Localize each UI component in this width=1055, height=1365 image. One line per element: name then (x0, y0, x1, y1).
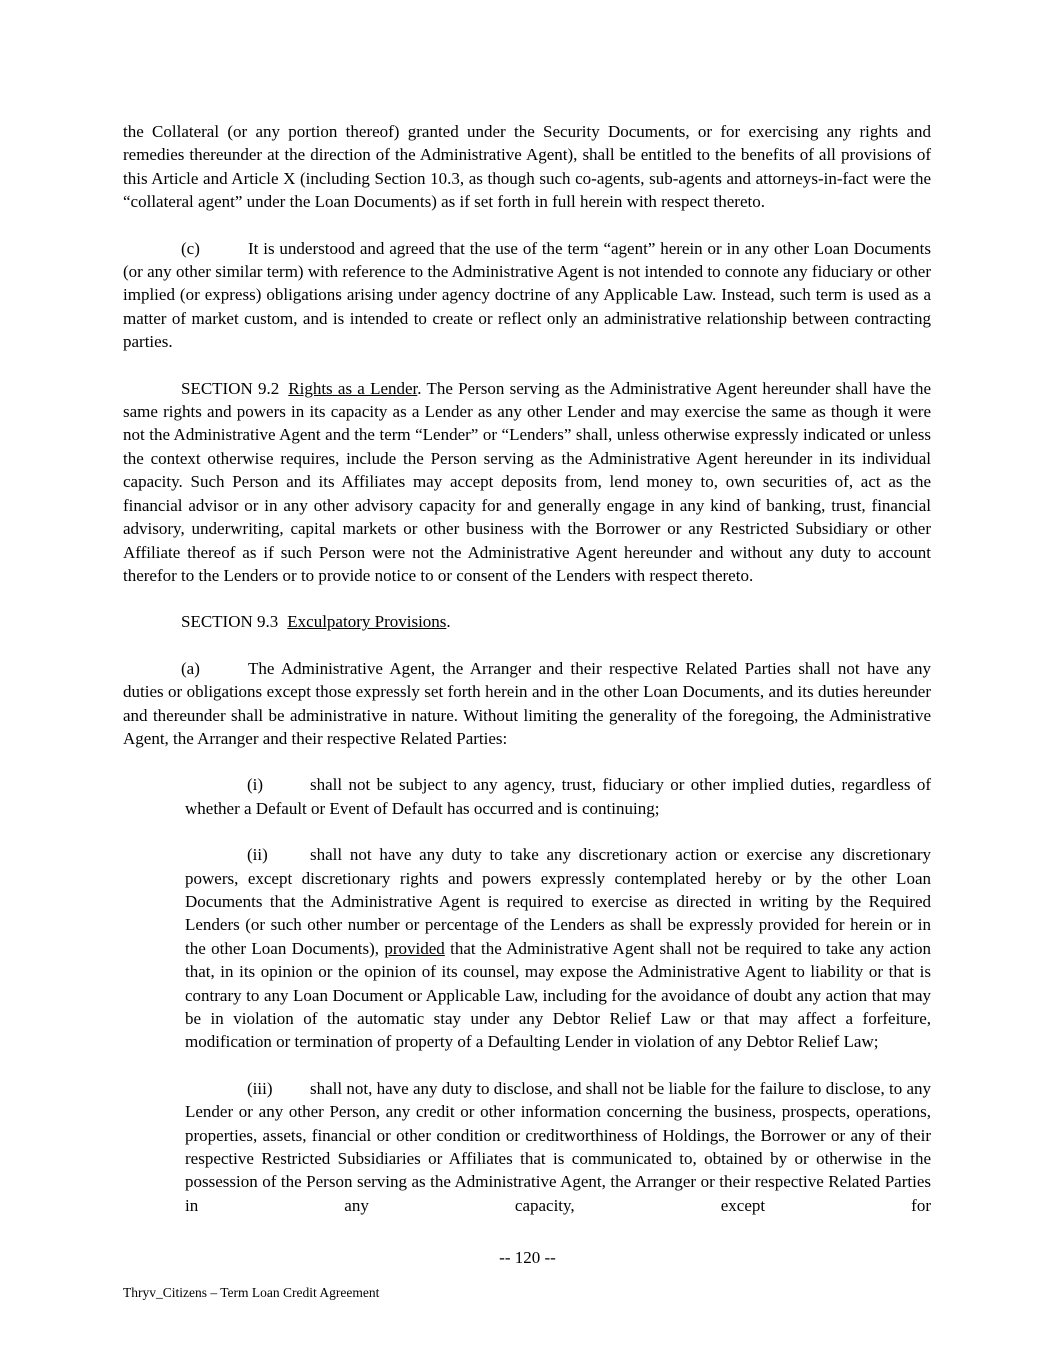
clause-ii-label: (ii) (247, 845, 268, 865)
paragraph-c-text: It is understood and agreed that the use of the term “agent” herein or in any other Loan Documents (or any other similar term) with reference to the Administrative Agent is not intended to connote any fiduciary or other implied (or express) obligations arising under agency doctrine of any Applicable Law. Instead, such term is used as a matter of market custom, and is intended to create or reflect only an administrative relationship between contracting parties. (123, 238, 931, 352)
paragraph-continuation (123, 120, 931, 214)
section-9-2-paragraph (123, 377, 931, 588)
clause-i (185, 773, 931, 820)
section-9-3-paragraph (123, 610, 931, 633)
clause-i-text: shall not be subject to any agency, trust, fiduciary or other implied duties, regardless of whether a Default or Event of Default has occurred and is continuing; (185, 775, 931, 818)
section-9-2-text: . The Person serving as the Administrative Agent hereunder shall have the same rights and powers in its capacity as a Lender as any other Lender and may exercise the same as though it were not the Administrative Agent and the term “Lender” or “Lenders” shall, unless otherwise expressly indicated or unless the context otherwise requires, include the Person serving as the Administrative Agent hereunder in its individual capacity. Such Person and its Affiliates may accept deposits from, lend money to, own securities of, act as the financial advisor or in any other advisory capacity for and generally engage in any kind of banking, trust, financial advisory, underwriting, capital markets or other business with the Borrower or any Restricted Subsidiary or other Affiliate thereof as if such Person were not the Administrative Agent hereunder and without any duty to account therefor to the Lenders or to provide notice to or consent of the Lenders with respect thereto. (123, 378, 932, 585)
clause-ii-text-before: shall not have any duty to take any discretionary action or exercise any discretionary powers, except discretionary rights and powers expressly contemplated hereby or by the other Loan Documents that the Administrative Agent is required to exercise as directed in writing by the Required Lenders (or such other number or percentage of the Lenders as shall be expressly provided for herein or in the other Loan Documents), (185, 845, 931, 958)
section-9-3-text: . (446, 612, 451, 632)
clause-iii-text: shall not, have any duty to disclose, and shall not be liable for the failure to disclose, to any Lender or any other Person, any credit or other information concerning the business, prospects, operations, properties, assets, financial or other condition or creditworthiness of Holdings, the Borrower or any of their respective Restricted Subsidiaries or Affiliates that is communicated to, obtained by or otherwise in the possession of the Person serving as the Administrative Agent, the Arranger or their respective Related Parties in any capacity, except for (185, 1078, 931, 1215)
paragraph-c-label: (c) (181, 238, 200, 258)
page-body (123, 120, 931, 1240)
clause-ii-provided-term: provided (384, 938, 445, 958)
section-9-2-title: Rights as a Lender (288, 378, 418, 398)
clause-iii (185, 1077, 931, 1217)
section-9-3-title: Exculpatory Provisions (287, 612, 447, 632)
clause-ii-text-after: that the Administrative Agent shall not be required to take any action that, in its opinion or the opinion of its counsel, may expose the Administrative Agent to liability or that is contrary to any Loan Document or Applicable Law, including for the avoidance of doubt any action that may be in violation of the automatic stay under any Debtor Relief Law or that may affect a forfeiture, modification or termination of property of a Defaulting Lender in violation of any Debtor Relief Law; (185, 938, 932, 1052)
paragraph-c (123, 237, 931, 354)
clause-i-label: (i) (247, 775, 264, 795)
page-number: -- 120 -- (499, 1248, 556, 1267)
clause-iii-label: (iii) (247, 1078, 273, 1098)
paragraph-a-label: (a) (181, 658, 200, 678)
section-9-2-number: SECTION 9.2 (181, 378, 280, 398)
paragraph-a-text: The Administrative Agent, the Arranger and their respective Related Parties shall not have any duties or obligations except those expressly set forth herein and in the other Loan Documents, and its duties hereunder and thereunder shall be administrative in nature. Without limiting the generality of the foregoing, the Administrative Agent, the Arranger and their respective Related Parties: (123, 658, 931, 748)
paragraph-continuation-text: the Collateral (or any portion thereof) granted under the Security Documents, or for exercising any rights and remedies thereunder at the direction of the Administrative Agent), shall be entitled to the benefits of all provisions of this Article and Article X (including Section 10.3, as though such co-agents, sub-agents and attorneys-in-fact were the “collateral agent” under the Loan Documents) as if set forth in full herein with respect thereto. (123, 122, 931, 212)
paragraph-a (123, 657, 931, 751)
document-footer-label: Thryv_Citizens – Term Loan Credit Agreement (123, 1285, 380, 1300)
clause-ii (185, 843, 931, 1054)
section-9-3-number: SECTION 9.3 (181, 612, 279, 632)
